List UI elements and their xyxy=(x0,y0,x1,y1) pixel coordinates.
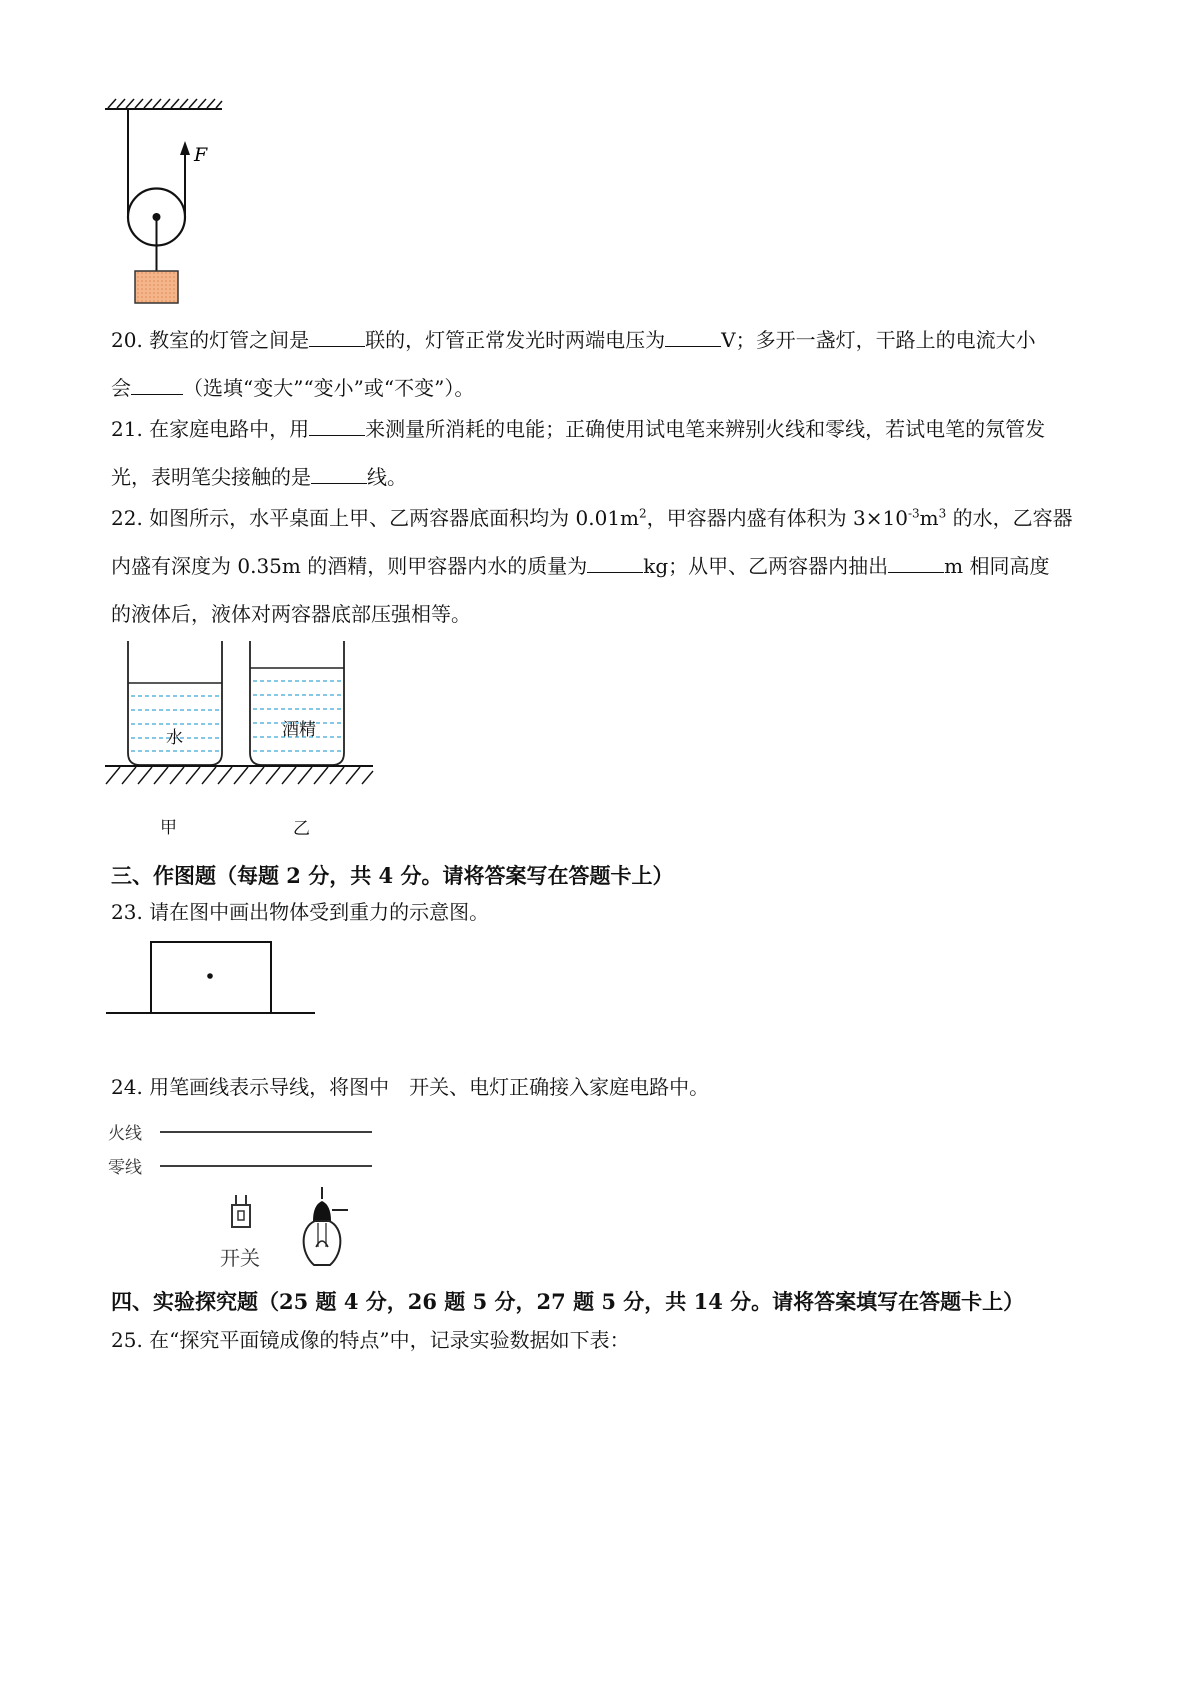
question-number: 21. xyxy=(111,417,143,441)
containers-figure xyxy=(100,633,385,843)
force-label: F xyxy=(194,144,208,166)
alcohol-lines xyxy=(253,681,341,751)
container-right xyxy=(250,641,344,765)
answer-blank[interactable] xyxy=(309,326,365,347)
question-number: 24. xyxy=(111,1075,143,1099)
block-figure xyxy=(104,935,319,1020)
question-number: 25. xyxy=(111,1328,143,1352)
pulley-figure xyxy=(100,95,250,310)
hanging-block xyxy=(135,271,178,303)
table-hatch xyxy=(106,767,373,784)
switch-label: 开关 xyxy=(220,1246,260,1270)
water-label: 水 xyxy=(166,728,183,748)
section-3-heading: 三、作图题（每题 2 分，共 4 分。请将答案写在答题卡上） xyxy=(111,863,674,888)
answer-blank[interactable] xyxy=(311,463,367,484)
light-bulb-icon[interactable] xyxy=(304,1187,348,1265)
force-arrow-head xyxy=(180,141,190,155)
answer-blank[interactable] xyxy=(665,326,721,347)
answer-blank[interactable] xyxy=(888,552,944,573)
section-4-heading: 四、实验探究题（25 题 4 分，26 题 5 分，27 题 5 分，共 14 分。请将答案填写在答题卡上） xyxy=(111,1289,1025,1314)
answer-blank[interactable] xyxy=(587,552,643,573)
question-number: 23. xyxy=(111,900,143,924)
question-number: 22. xyxy=(111,506,143,530)
container-left-name: 甲 xyxy=(160,818,177,838)
neutral-wire-label: 零线 xyxy=(108,1158,142,1178)
live-wire-label: 火线 xyxy=(108,1124,142,1144)
answer-blank[interactable] xyxy=(131,374,183,395)
question-24: 24. 用笔画线表示导线，将图中 开关、电灯正确接入家庭电路中。 xyxy=(111,1075,710,1099)
question-21: 21. 在家庭电路中，用 来测量所消耗的电能；正确使用试电笔来辨别火线和零线，若试电笔的氖管发 光，表明笔尖接触的是 线。 xyxy=(111,417,1046,489)
container-right-name: 乙 xyxy=(293,819,310,839)
question-25: 25. 在“探究平面镜成像的特点”中，记录实验数据如下表： xyxy=(111,1328,630,1352)
question-number: 20. xyxy=(111,328,143,352)
circuit-figure xyxy=(104,1115,379,1275)
switch-icon[interactable] xyxy=(232,1195,250,1227)
center-of-gravity-dot xyxy=(207,973,213,979)
question-20: 20. 教室的灯管之间是 联的，灯管正常发光时两端电压为 V；多开一盏灯，干路上的电流大小 会 （选填“变大”“变小”或“不变”）。 xyxy=(111,328,1036,400)
question-22: 22. 如图所示，水平桌面上甲、乙两容器底面积均为 $0.01m^2$，甲容器内盛有体积为 $3\times 10^{-3}m^3$ 的水，乙容器 内盛有深度为 0.35m 的酒精，则甲容器内水的质量为 kg；从甲、乙两容器内抽出 m 相同高度 的液体后，液体对两容器底部压强相等。 xyxy=(111,506,1073,626)
question-23: 23. 请在图中画出物体受到重力的示意图。 xyxy=(111,900,490,924)
answer-blank[interactable] xyxy=(309,415,365,436)
alcohol-label: 酒精 xyxy=(282,720,316,740)
ceiling-hatch xyxy=(105,99,222,109)
